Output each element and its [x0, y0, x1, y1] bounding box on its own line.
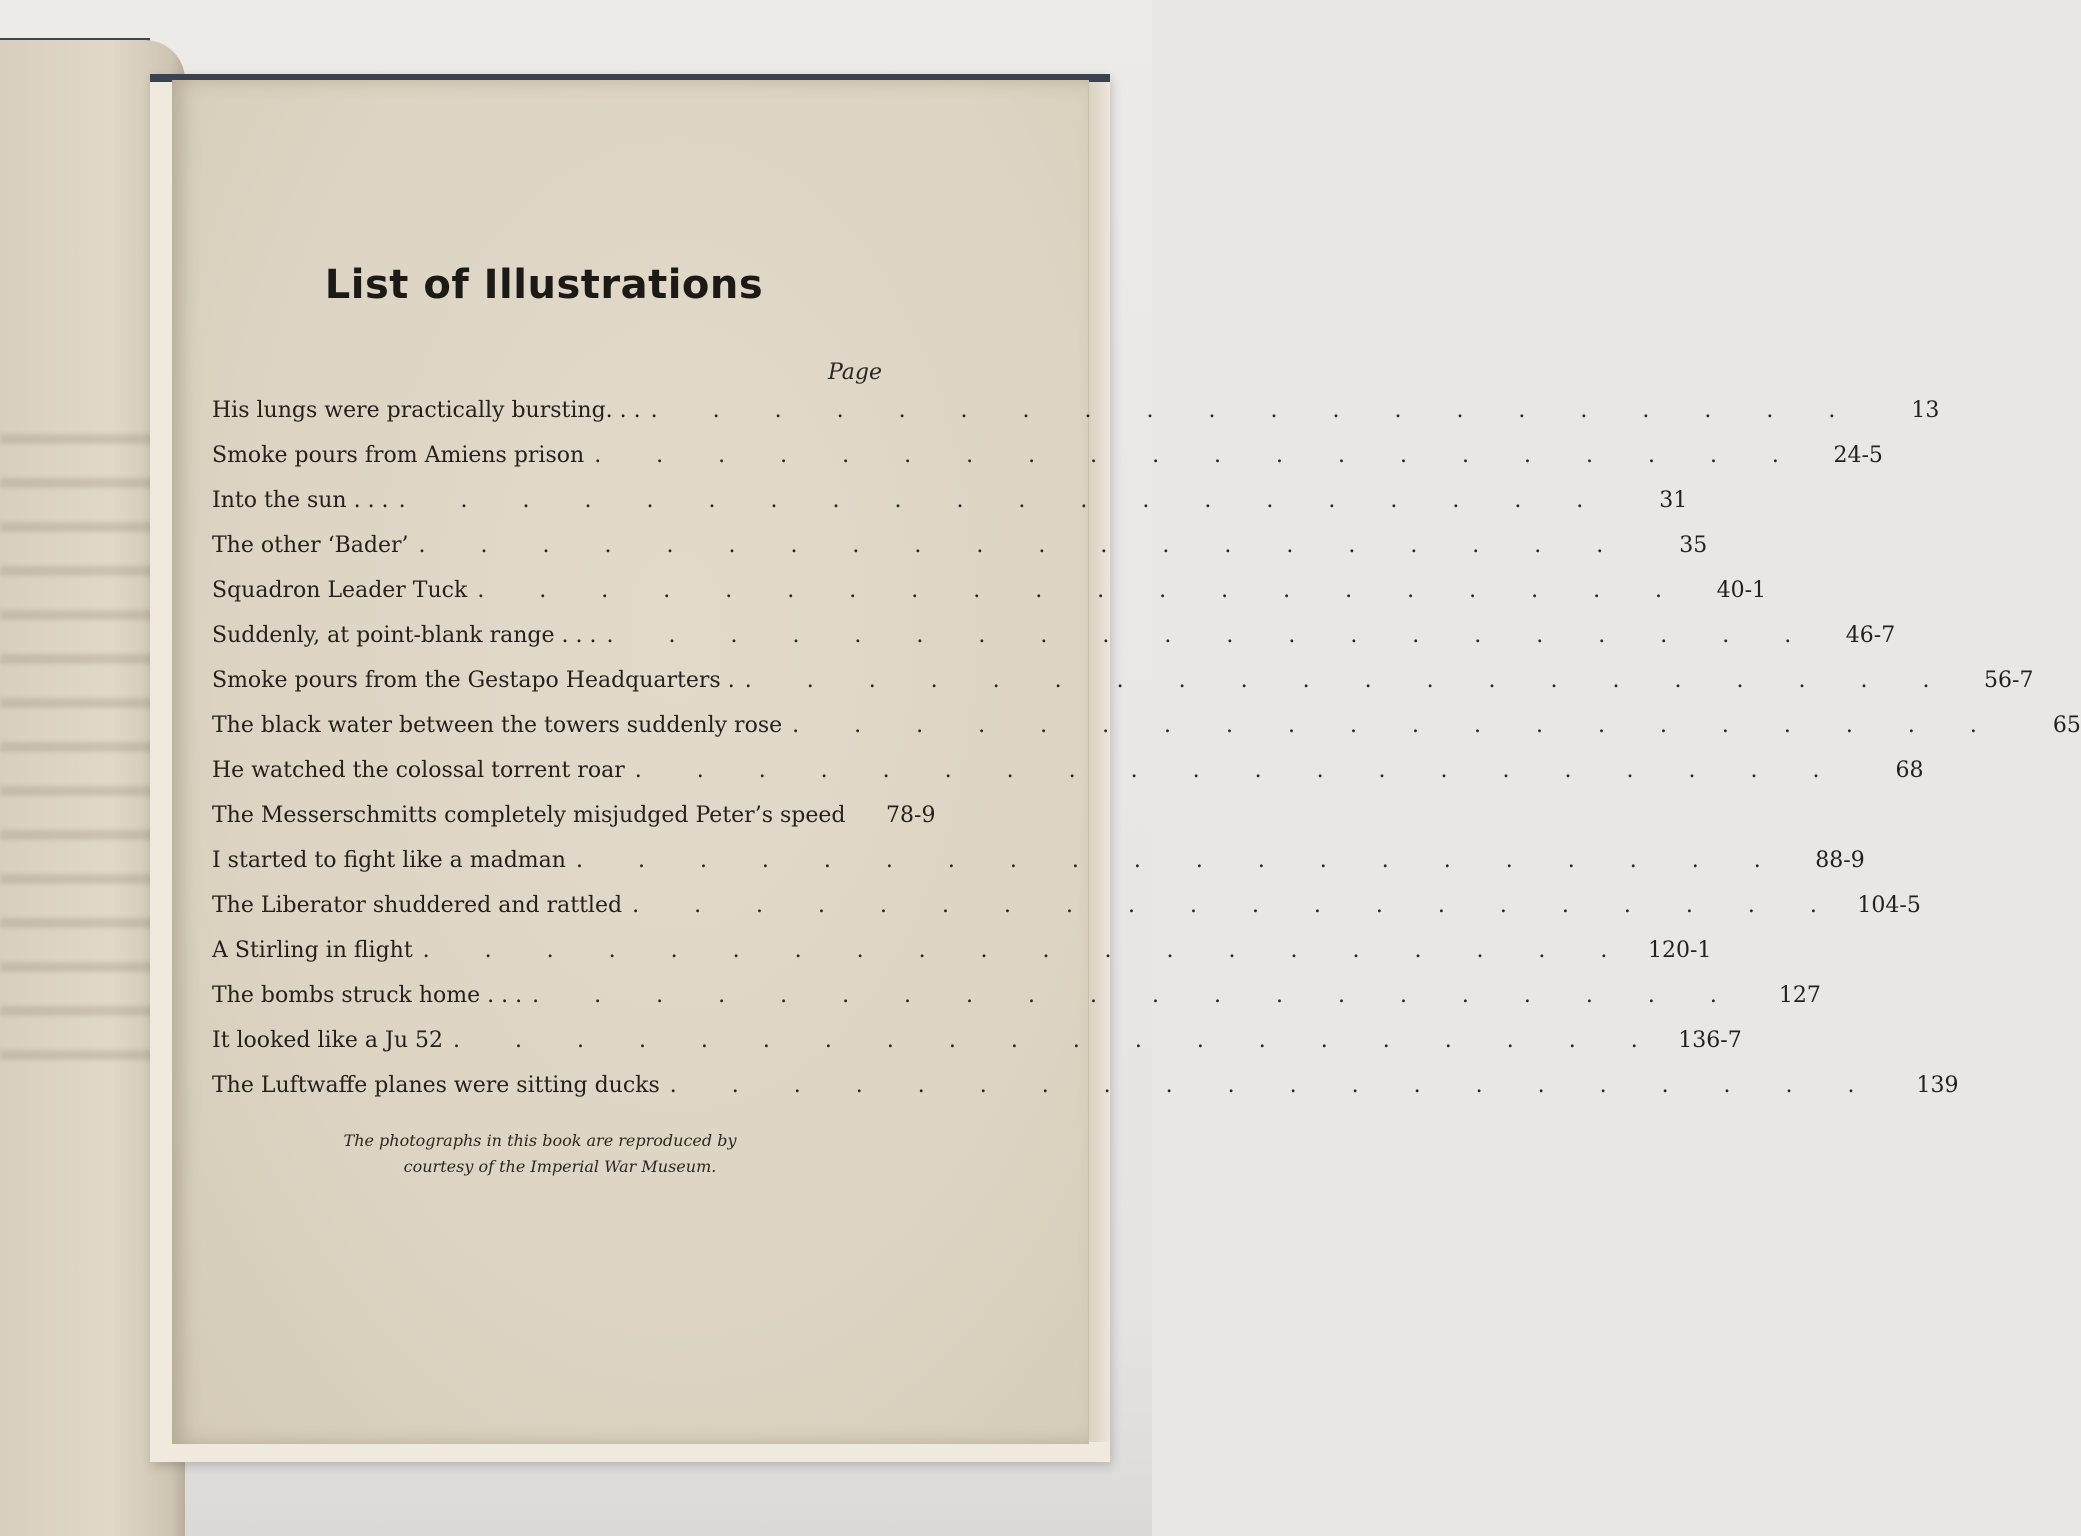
illustration-title: The Messerschmitts completely misjudged Peter’s speed: [212, 803, 846, 828]
illustration-page-number: 40-1: [1716, 578, 1767, 603]
illustration-title: Squadron Leader Tuck: [212, 578, 468, 603]
list-item: [212, 928, 1712, 973]
illustration-title: His lungs were practically bursting. . .: [212, 398, 641, 423]
list-item: [212, 613, 1896, 658]
list-item: [212, 568, 1767, 613]
list-item: [212, 703, 2081, 748]
illustration-page-number: 78-9: [886, 803, 936, 828]
illustration-title: It looked like a Ju 52: [212, 1028, 443, 1053]
list-item: [212, 1018, 1742, 1063]
list-item: [212, 433, 1883, 478]
illustration-page-number: 46-7: [1845, 623, 1896, 648]
dot-leader: . . . . . . . . . . . . . . . . . . . .: [532, 983, 1741, 1008]
dot-leader: . . . . . . . . . . . . . . . . . . . .: [650, 398, 1860, 423]
list-item: [212, 523, 1708, 568]
dot-leader: . . . . . . . . . . . . . . . . . . . .: [418, 533, 1628, 558]
list-item: [212, 388, 1940, 433]
illustration-page-number: 104-5: [1857, 893, 1921, 918]
illustration-page-number: 13: [1911, 398, 1940, 423]
list-item: [212, 973, 1821, 1018]
dot-leader: . . . . . . . . . . . . . . . . . . . .: [634, 758, 1844, 783]
illustration-title: The Luftwaffe planes were sitting ducks: [212, 1073, 660, 1098]
illustration-page-number: 56-7: [1984, 668, 2034, 693]
dot-leader: . . . . . . . . . . . . . . . . . . . .: [575, 848, 1785, 873]
illustration-page-number: 65: [2052, 713, 2081, 738]
illustration-title: Into the sun . . .: [212, 488, 389, 513]
list-item: [212, 748, 1924, 793]
dot-leader: . . . . . . . . . . . . . . . . . . . .: [452, 1028, 1662, 1053]
illustration-page-number: 31: [1659, 488, 1688, 513]
credit-line-1: The photographs in this book are reproduced by: [343, 1131, 737, 1150]
illustration-title: The other ‘Bader’: [212, 533, 409, 558]
illustration-page-number: 136-7: [1678, 1028, 1742, 1053]
illustration-page-number: 139: [1916, 1073, 1959, 1098]
credit-line-2: courtesy of the Imperial War Museum.: [403, 1157, 717, 1176]
illustrations-list: [212, 388, 2081, 1108]
list-item: [212, 793, 936, 838]
list-item: [212, 658, 2034, 703]
list-item: [212, 838, 1865, 883]
dot-leader: . . . . . . . . . . . . . . . . . . . .: [744, 668, 1954, 693]
photo-credit: [300, 1128, 780, 1180]
dot-leader: . . . . . . . . . . . . . . . . . . . .: [594, 443, 1803, 468]
illustration-page-number: 35: [1679, 533, 1708, 558]
illustration-title: I started to fight like a madman: [212, 848, 566, 873]
illustration-page-number: 24-5: [1833, 443, 1883, 468]
illustration-page-number: 127: [1778, 983, 1821, 1008]
dot-leader: . . . . . . . . . . . . . . . . . . . .: [632, 893, 1841, 918]
page-title: List of Illustrations: [324, 262, 764, 308]
dot-leader: . . . . . . . . . . . . . . . . . . . .: [422, 938, 1632, 963]
illustration-title: He watched the colossal torrent roar: [212, 758, 625, 783]
dot-leader: . . . . . . . . . . . . . . . . . . . .: [606, 623, 1816, 648]
list-item: [212, 1063, 1959, 1108]
illustration-page-number: 68: [1895, 758, 1924, 783]
show-through-text: [0, 400, 170, 1060]
dot-leader: . . . . . . . . . . . . . . . . . . . .: [398, 488, 1608, 513]
illustration-page-number: 120-1: [1647, 938, 1712, 963]
list-item: [212, 883, 1921, 928]
illustration-title: Suddenly, at point-blank range . . .: [212, 623, 597, 648]
illustration-title: A Stirling in flight: [212, 938, 413, 963]
illustration-title: The black water between the towers suddenly rose: [212, 713, 783, 738]
illustration-page-number: 88-9: [1815, 848, 1865, 873]
illustration-title: Smoke pours from the Gestapo Headquarters .: [212, 668, 735, 693]
illustration-title: Smoke pours from Amiens prison: [212, 443, 585, 468]
page-column-label: Page: [827, 360, 882, 385]
dot-leader: . . . . . . . . . . . . . . . . . . . .: [792, 713, 2001, 738]
dot-leader: . . . . . . . . . . . . . . . . . . . .: [477, 578, 1687, 603]
illustration-title: The bombs struck home . . .: [212, 983, 523, 1008]
list-item: [212, 478, 1688, 523]
dot-leader: . . . . . . . . . . . . . . . . . . . .: [669, 1073, 1879, 1098]
illustration-title: The Liberator shuddered and rattled: [212, 893, 623, 918]
